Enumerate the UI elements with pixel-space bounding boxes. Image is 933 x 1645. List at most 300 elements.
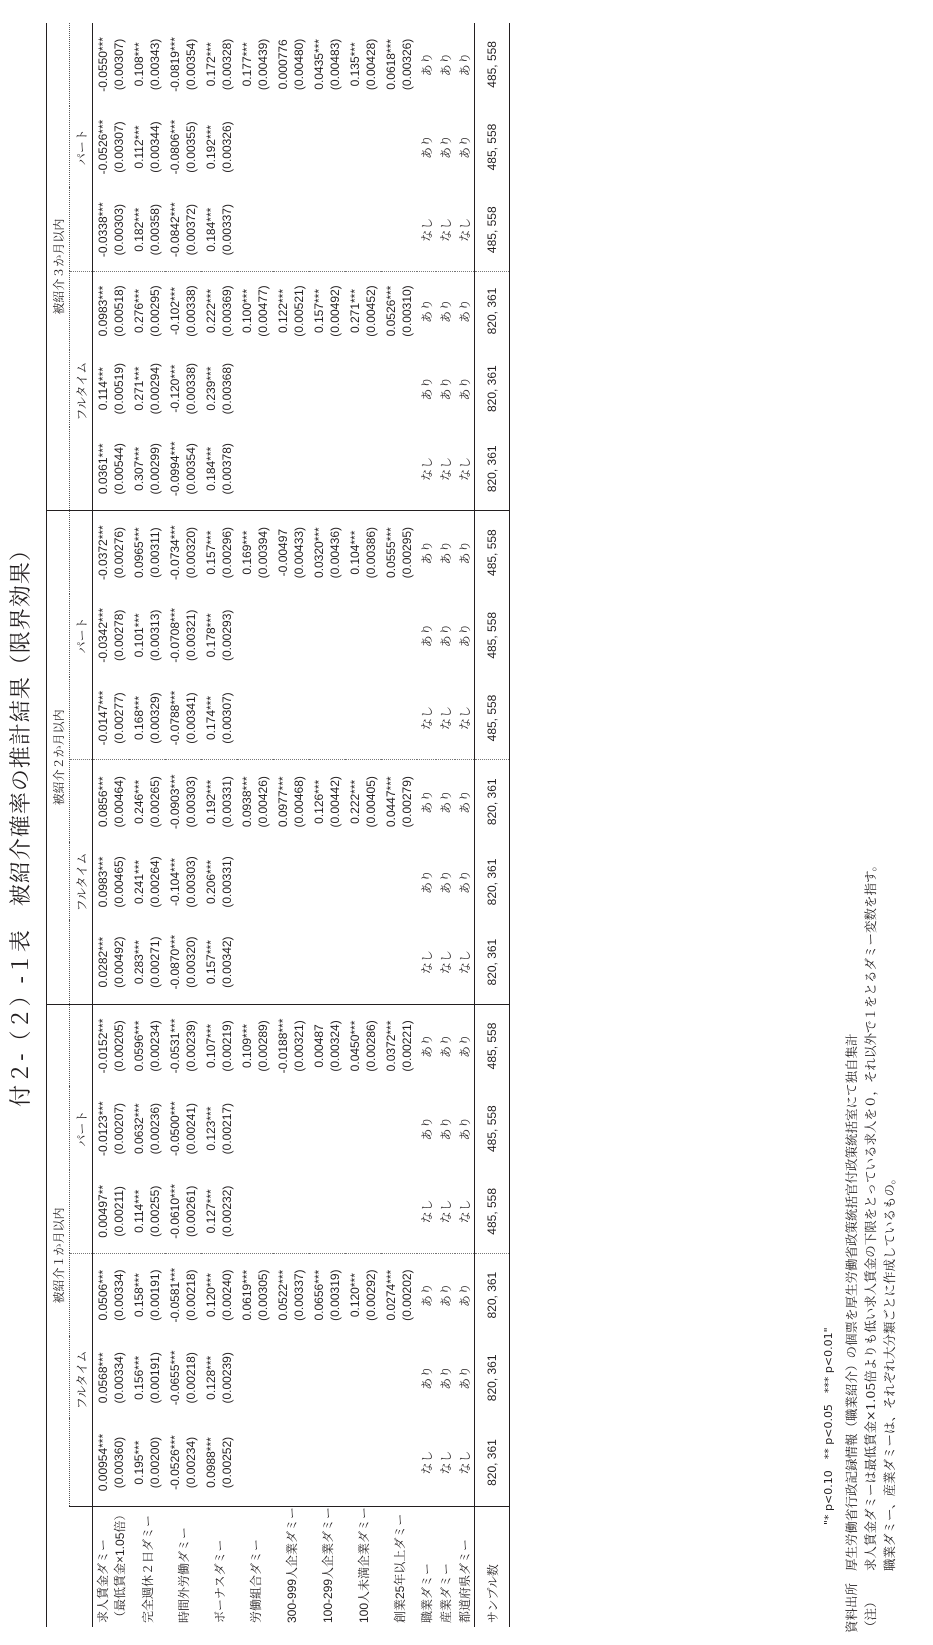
- standard-error: (0.00465): [112, 856, 126, 908]
- result-cell: [201, 843, 237, 921]
- coefficient-value: 0.177***: [240, 42, 254, 87]
- coefficient-value: -0.0500***: [168, 1101, 182, 1156]
- result-cell: [237, 1419, 273, 1506]
- variable-label: [93, 1506, 130, 1627]
- coefficient-value: 0.135***: [348, 42, 362, 87]
- result-cell: [165, 23, 201, 106]
- standard-error: (0.00436): [328, 526, 342, 579]
- sample-value: 485, 558: [475, 188, 510, 271]
- standard-error: (0.00331): [220, 776, 234, 828]
- coefficient-value: 0.104***: [348, 530, 362, 575]
- result-cell: [93, 677, 130, 760]
- sample-value: 820, 361: [475, 272, 510, 350]
- result-cell: [345, 106, 381, 189]
- result-cell: [381, 427, 417, 510]
- result-cell: [201, 594, 237, 677]
- standard-error: (0.00354): [184, 443, 198, 495]
- standard-error: (0.00338): [184, 362, 198, 415]
- coefficient-value: 0.0282***: [96, 936, 110, 988]
- coefficient-value: -0.0994***: [168, 441, 182, 497]
- standard-error: (0.00217): [220, 1102, 234, 1155]
- employment-header: パート: [70, 511, 93, 760]
- coefficient-value: -0.0806***: [168, 119, 182, 175]
- result-cell: [129, 760, 165, 843]
- result-cell: [201, 106, 237, 189]
- standard-error: (0.00234): [148, 1020, 162, 1072]
- dummy-value: あり: [457, 789, 472, 814]
- note-text: 職業ダミー、産業ダミーは、それぞれ大分類ごとに作成しているもの。: [882, 1171, 897, 1571]
- standard-error: (0.00239): [220, 1352, 234, 1404]
- variable-label: [273, 1506, 309, 1627]
- coefficient-value: 0.0983***: [96, 285, 110, 337]
- result-cell: [165, 1087, 201, 1170]
- standard-error: (0.00299): [148, 443, 162, 495]
- standard-error: (0.00321): [184, 609, 198, 661]
- result-cell: [345, 1170, 381, 1253]
- dummy-value: なし: [455, 188, 475, 271]
- result-cell: [381, 23, 417, 106]
- coefficient-value: 0.157***: [312, 288, 326, 334]
- note-text: 求人賃金ダミーは最低賃金×1.05倍よりも低い求人賃金の下限をとっている求人を０，それ以外で１をとるダミー変数を指す。: [863, 858, 878, 1571]
- variable-label: [165, 1506, 201, 1627]
- result-cell: [201, 1337, 237, 1420]
- coefficient-row: [309, 23, 345, 1627]
- result-cell: [309, 1004, 345, 1087]
- coefficient-value: 0.0618***: [384, 39, 398, 90]
- coefficient-value: 0.127***: [204, 1189, 218, 1234]
- coefficient-value: 0.114***: [132, 1189, 146, 1233]
- sample-value: 820, 361: [475, 760, 510, 843]
- dummy-value: あり: [419, 299, 434, 324]
- coefficient-value: -0.0610***: [168, 1183, 182, 1239]
- result-cell: [201, 23, 237, 106]
- result-cell: [273, 760, 309, 843]
- dummy-value: あり: [438, 135, 453, 160]
- coefficient-value: 0.0965***: [132, 527, 146, 578]
- result-cell: [309, 1337, 345, 1420]
- standard-error: (0.00521): [292, 285, 306, 337]
- result-cell: [345, 1337, 381, 1420]
- result-cell: [345, 760, 381, 843]
- coefficient-value: 0.0988***: [204, 1437, 218, 1488]
- result-cell: [93, 760, 130, 843]
- result-cell: [165, 760, 201, 843]
- coefficient-value: -0.0526***: [168, 1435, 182, 1490]
- result-cell: [381, 921, 417, 1004]
- variable-name: 100-299人企業ダミー: [320, 1506, 335, 1623]
- result-cell: [165, 350, 201, 428]
- coefficient-value: -0.0788***: [168, 690, 182, 746]
- note-line: [861, 859, 880, 1633]
- standard-error: (0.00286): [364, 1020, 378, 1072]
- coefficient-value: 0.169***: [240, 530, 254, 575]
- coefficient-value: 0.00497**: [96, 1184, 110, 1238]
- coefficient-value: 0.126***: [312, 779, 326, 824]
- coefficient-value: 0.0450***: [348, 1020, 362, 1072]
- coefficient-value: 0.157***: [204, 530, 218, 575]
- standard-error: (0.00295): [148, 285, 162, 337]
- coefficient-value: 0.0619***: [240, 1269, 254, 1321]
- result-cell: [273, 1087, 309, 1170]
- coefficient-value: -0.0581***: [168, 1267, 182, 1323]
- result-cell: [201, 921, 237, 1004]
- standard-error: (0.00320): [184, 526, 198, 579]
- result-cell: [93, 921, 130, 1004]
- result-cell: [165, 843, 201, 921]
- coefficient-value: 0.0526***: [384, 285, 398, 337]
- sample-value: 485, 558: [475, 511, 510, 594]
- coefficient-value: 0.0983***: [96, 856, 110, 908]
- dummy-value: あり: [457, 135, 472, 160]
- coefficient-value: -0.0152***: [96, 1018, 110, 1074]
- result-cell: [381, 1170, 417, 1253]
- coefficient-value: 0.241***: [132, 859, 146, 904]
- result-cell: [309, 511, 345, 594]
- dummy-value: なし: [455, 1170, 475, 1253]
- result-cell: [273, 427, 309, 510]
- coefficient-value: 0.178***: [204, 613, 218, 658]
- standard-error: (0.00405): [364, 776, 378, 828]
- dummy-value: あり: [457, 299, 472, 324]
- result-cell: [237, 921, 273, 1004]
- standard-error: (0.00294): [148, 362, 162, 415]
- coefficient-row: [93, 23, 130, 1627]
- coefficient-value: 0.157***: [204, 940, 218, 985]
- result-cell: [309, 1253, 345, 1336]
- dummy-value: あり: [419, 1033, 434, 1058]
- coefficient-value: 0.172***: [204, 42, 218, 87]
- result-cell: [237, 1170, 273, 1253]
- standard-error: (0.00313): [148, 609, 162, 661]
- coefficient-row: [237, 23, 273, 1627]
- result-cell: [309, 188, 345, 271]
- coefficient-value: 0.0555***: [384, 527, 398, 578]
- result-cell: [273, 677, 309, 760]
- result-cell: [129, 677, 165, 760]
- dummy-value: あり: [419, 1365, 434, 1390]
- coefficient-value: 0.00487: [312, 1024, 326, 1068]
- standard-error: (0.00343): [148, 38, 162, 91]
- result-cell: [273, 1170, 309, 1253]
- employment-header: パート: [70, 23, 93, 272]
- period-header: 被紹介２か月以内: [47, 511, 70, 1004]
- result-cell: [309, 760, 345, 843]
- result-cell: [345, 921, 381, 1004]
- dummy-value: なし: [455, 677, 475, 760]
- result-cell: [93, 843, 130, 921]
- coefficient-value: 0.195***: [132, 1440, 146, 1485]
- result-cell: [237, 427, 273, 510]
- coefficient-row: [129, 23, 165, 1627]
- dummy-value: あり: [457, 623, 472, 648]
- standard-error: (0.00468): [292, 776, 306, 828]
- result-cell: [129, 921, 165, 1004]
- standard-error: (0.00264): [148, 856, 162, 908]
- dummy-value: あり: [419, 1116, 434, 1141]
- standard-error: (0.00232): [220, 1185, 234, 1238]
- result-cell: [201, 350, 237, 428]
- standard-error: (0.00480): [292, 38, 306, 91]
- coefficient-value: 0.283***: [132, 940, 146, 985]
- standard-error: (0.00360): [112, 1436, 126, 1489]
- result-cell: [309, 1419, 345, 1506]
- result-cell: [93, 23, 130, 106]
- variable-name: ボーナスダミー: [212, 1539, 227, 1623]
- coefficient-value: 0.0656***: [312, 1269, 326, 1321]
- result-cell: [201, 1004, 237, 1087]
- sample-value: 485, 558: [475, 1004, 510, 1087]
- result-cell: [309, 350, 345, 428]
- coefficient-value: 0.222***: [348, 779, 362, 824]
- result-cell: [345, 843, 381, 921]
- standard-error: (0.00271): [148, 936, 162, 988]
- result-cell: [129, 23, 165, 106]
- coefficient-value: 0.112***: [132, 125, 146, 169]
- note-text: 厚生労働省行政記録情報（職業紹介）の個票を厚生労働省政策統括官付政策統括室にて独自集計: [844, 1033, 859, 1571]
- result-cell: [93, 1253, 130, 1336]
- result-cell: [273, 106, 309, 189]
- standard-error: (0.00278): [112, 609, 126, 661]
- dummy-value: あり: [438, 299, 453, 324]
- variable-name: 100人未満企業ダミー: [356, 1506, 371, 1623]
- coefficient-value: 0.0447***: [384, 776, 398, 828]
- variable-label: [345, 1506, 381, 1627]
- header-employment-row: [70, 23, 93, 1627]
- standard-error: (0.00211): [112, 1186, 126, 1237]
- result-cell: [273, 188, 309, 271]
- corner-cell: [70, 1506, 93, 1627]
- result-cell: [201, 1419, 237, 1506]
- significance-note: "* p<0.10 ** p<0.05 *** p<0.01": [822, 1327, 835, 1525]
- result-cell: [129, 188, 165, 271]
- dummy-value: なし: [436, 427, 455, 510]
- result-cell: [345, 427, 381, 510]
- standard-error: (0.00452): [364, 285, 378, 337]
- result-cell: [309, 843, 345, 921]
- standard-error: (0.00296): [220, 526, 234, 579]
- result-cell: [129, 1337, 165, 1420]
- sample-label: サンプル数: [475, 1506, 510, 1627]
- coefficient-row: [201, 23, 237, 1627]
- coefficient-value: -0.0338***: [96, 202, 110, 258]
- result-cell: [381, 677, 417, 760]
- result-cell: [129, 1253, 165, 1336]
- page-title: 付２-（２）-１表 被紹介確率の推計結果（限界効果）: [9, 538, 34, 1107]
- note-line: [842, 859, 861, 1633]
- coefficient-value: 0.0856***: [96, 776, 110, 828]
- dummy-value: あり: [457, 1116, 472, 1141]
- standard-error: (0.00433): [292, 526, 306, 579]
- variable-label: [129, 1506, 165, 1627]
- standard-error: (0.00234): [184, 1436, 198, 1489]
- result-cell: [165, 1170, 201, 1253]
- result-cell: [237, 350, 273, 428]
- standard-error: (0.00303): [112, 204, 126, 256]
- result-cell: [165, 511, 201, 594]
- variable-name: 労働組合ダミー: [248, 1538, 263, 1623]
- coefficient-value: -0.0372***: [96, 525, 110, 580]
- standard-error: (0.00239): [184, 1020, 198, 1072]
- result-cell: [381, 1337, 417, 1420]
- sample-value: 485, 558: [475, 1170, 510, 1253]
- standard-error: (0.00191): [148, 1269, 162, 1321]
- result-cell: [165, 1004, 201, 1087]
- standard-error: (0.00279): [400, 776, 414, 828]
- dummy-value: あり: [419, 376, 434, 401]
- dummy-value: あり: [438, 1116, 453, 1141]
- standard-error: (0.00305): [256, 1269, 270, 1321]
- result-cell: [165, 106, 201, 189]
- result-cell: [93, 188, 130, 271]
- coefficient-value: -0.0342***: [96, 607, 110, 663]
- result-cell: [345, 272, 381, 350]
- coefficient-value: 0.246***: [132, 779, 146, 824]
- standard-error: (0.00221): [400, 1020, 414, 1072]
- result-cell: [309, 106, 345, 189]
- sample-value: 820, 361: [475, 1419, 510, 1506]
- standard-error: (0.00310): [400, 285, 414, 337]
- dummy-value: あり: [438, 1365, 453, 1390]
- coefficient-row: [345, 23, 381, 1627]
- coefficient-value: -0.0842***: [168, 202, 182, 258]
- result-cell: [237, 677, 273, 760]
- standard-error: (0.00293): [220, 609, 234, 661]
- result-cell: [201, 272, 237, 350]
- result-cell: [129, 1170, 165, 1253]
- result-cell: [201, 427, 237, 510]
- dummy-value: なし: [436, 921, 455, 1004]
- variable-label: [381, 1506, 417, 1627]
- standard-error: (0.00307): [112, 121, 126, 173]
- dummy-value: なし: [455, 1419, 475, 1506]
- standard-error: (0.00191): [148, 1352, 162, 1404]
- result-cell: [129, 106, 165, 189]
- coefficient-value: 0.114***: [96, 367, 110, 411]
- standard-error: (0.00341): [184, 692, 198, 744]
- sample-value: 820, 361: [475, 1253, 510, 1336]
- variable-name: 完全週休２日ダミー: [140, 1514, 155, 1623]
- standard-error: (0.00329): [148, 692, 162, 744]
- dummy-value: あり: [419, 540, 434, 565]
- standard-error: (0.00276): [112, 526, 126, 579]
- standard-error: (0.00334): [112, 1352, 126, 1404]
- variable-label: [309, 1506, 345, 1627]
- coefficient-value: -0.0147***: [96, 690, 110, 746]
- coefficient-value: 0.184***: [204, 207, 218, 252]
- result-cell: [237, 594, 273, 677]
- result-cell: [273, 1253, 309, 1336]
- coefficient-value: 0.0435***: [312, 39, 326, 90]
- result-cell: [93, 594, 130, 677]
- result-cell: [93, 511, 130, 594]
- coefficient-value: -0.104***: [168, 857, 182, 906]
- result-cell: [309, 1170, 345, 1253]
- coefficient-value: -0.0550***: [96, 37, 110, 92]
- sample-row: [475, 23, 510, 1627]
- result-cell: [129, 272, 165, 350]
- coefficient-value: -0.0903***: [168, 774, 182, 830]
- standard-error: (0.00307): [220, 692, 234, 744]
- standard-error: (0.00442): [328, 776, 342, 828]
- coefficient-value: 0.120***: [204, 1273, 218, 1318]
- result-cell: [93, 1337, 130, 1420]
- result-cell: [237, 106, 273, 189]
- result-cell: [129, 350, 165, 428]
- dummy-value: あり: [457, 869, 472, 894]
- sample-value: 820, 361: [475, 427, 510, 510]
- standard-error: (0.00492): [328, 285, 342, 337]
- standard-error: (0.00277): [112, 692, 126, 744]
- result-cell: [345, 188, 381, 271]
- dummy-value: あり: [419, 135, 434, 160]
- result-cell: [381, 1004, 417, 1087]
- result-cell: [309, 921, 345, 1004]
- result-cell: [237, 188, 273, 271]
- notes-block: [842, 859, 899, 1633]
- result-cell: [93, 272, 130, 350]
- dummy-row: [455, 23, 475, 1627]
- employment-header: フルタイム: [70, 272, 93, 511]
- dummy-value: あり: [438, 1033, 453, 1058]
- variable-name-sub: （最低賃金×1.05倍）: [113, 1508, 127, 1623]
- coefficient-row: [165, 23, 201, 1627]
- standard-error: (0.00344): [148, 121, 162, 173]
- coefficient-value: -0.0708***: [168, 607, 182, 663]
- coefficient-value: 0.276***: [132, 288, 146, 334]
- standard-error: (0.00319): [328, 1269, 342, 1321]
- result-cell: [237, 1337, 273, 1420]
- standard-error: (0.00218): [184, 1352, 198, 1404]
- coefficient-value: 0.156***: [132, 1355, 146, 1400]
- dummy-value: あり: [419, 789, 434, 814]
- result-cell: [345, 677, 381, 760]
- standard-error: (0.00355): [184, 121, 198, 173]
- result-cell: [93, 1004, 130, 1087]
- dummy-value: なし: [417, 188, 436, 271]
- result-cell: [129, 427, 165, 510]
- sample-value: 820, 361: [475, 921, 510, 1004]
- result-cell: [345, 350, 381, 428]
- standard-error: (0.00519): [112, 362, 126, 415]
- result-cell: [345, 23, 381, 106]
- result-cell: [273, 511, 309, 594]
- result-cell: [381, 1419, 417, 1506]
- coefficient-value: 0.00954***: [96, 1433, 110, 1492]
- sample-value: 485, 558: [475, 23, 510, 106]
- result-cell: [165, 1337, 201, 1420]
- coefficient-value: 0.174***: [204, 695, 218, 741]
- employment-header: パート: [70, 1004, 93, 1253]
- dummy-value: あり: [438, 623, 453, 648]
- coefficient-value: -0.0819***: [168, 37, 182, 92]
- standard-error: (0.00240): [220, 1269, 234, 1321]
- standard-error: (0.00337): [220, 204, 234, 256]
- dummy-label: 産業ダミー: [438, 1562, 453, 1623]
- dummy-label: 職業ダミー: [419, 1562, 434, 1623]
- coefficient-value: 0.0372***: [384, 1020, 398, 1072]
- standard-error: (0.00518): [112, 285, 126, 337]
- standard-error: (0.00338): [184, 285, 198, 337]
- result-cell: [201, 1253, 237, 1336]
- dummy-value: なし: [436, 1170, 455, 1253]
- coefficient-value: 0.109***: [240, 1023, 254, 1068]
- variable-name: 時間外労働ダミー: [176, 1526, 191, 1623]
- standard-error: (0.00255): [148, 1185, 162, 1238]
- sample-value: 485, 558: [475, 677, 510, 760]
- result-cell: [165, 921, 201, 1004]
- coefficient-value: -0.0655***: [168, 1350, 182, 1406]
- result-cell: [201, 1087, 237, 1170]
